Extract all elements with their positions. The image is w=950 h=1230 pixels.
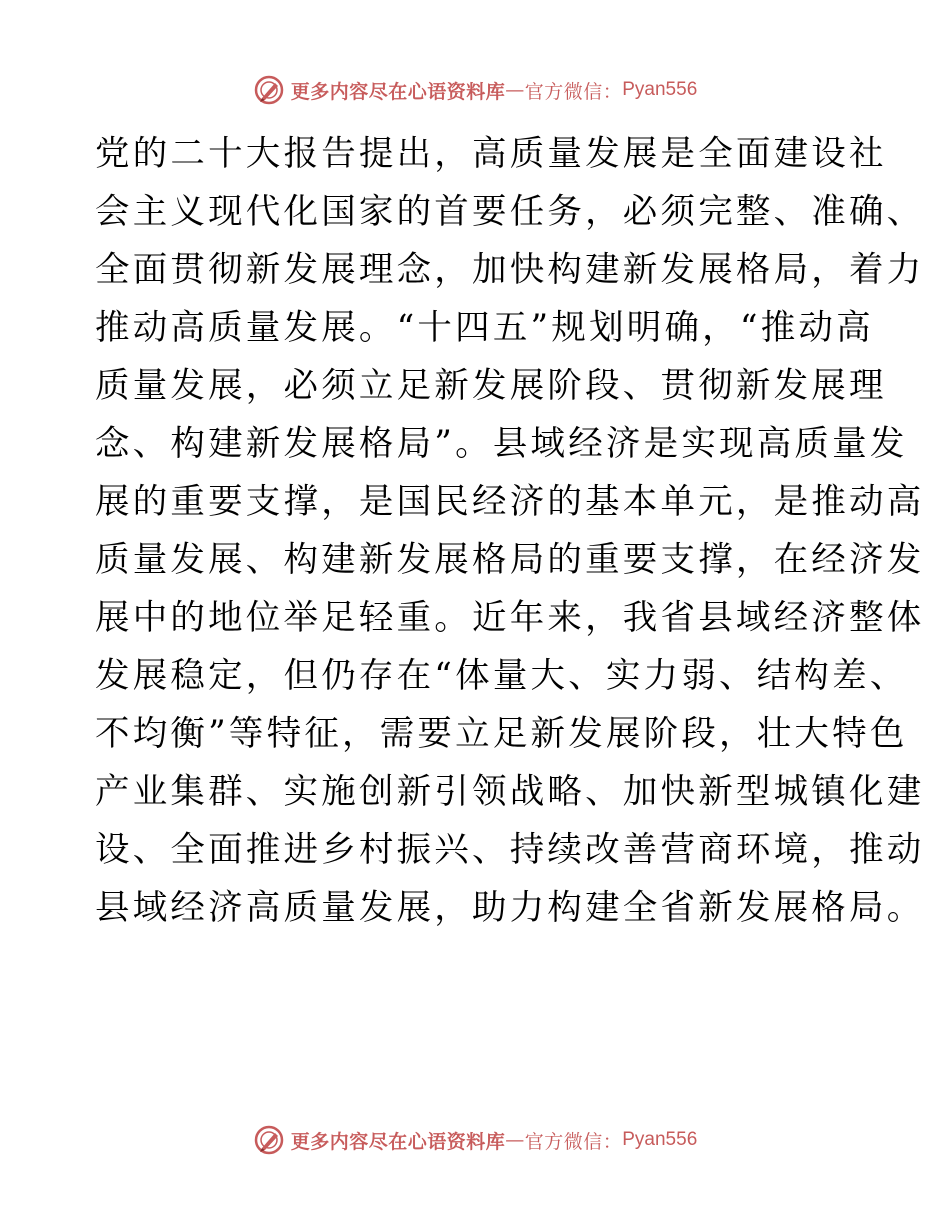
body-line: 发展稳定，但仍存在“体量大、实力弱、结构差、 xyxy=(95,656,908,696)
body-line: 不均衡”等特征，需要立足新发展阶段，壮大特色 xyxy=(95,714,908,754)
body-line: 念、构建新发展格局”。县域经济是实现高质量发 xyxy=(95,424,908,464)
body-line: 会主义现代化国家的首要任务，必须完整、准确、 xyxy=(95,192,925,232)
body-line: 设、全面推进乡村振兴、持续改善营商环境，推动 xyxy=(95,830,925,870)
watermark-sub-text: 官方微信： xyxy=(524,1130,623,1153)
pen-logo-icon xyxy=(253,1124,285,1156)
body-line: 展的重要支撑，是国民经济的基本单元，是推动高 xyxy=(95,482,925,522)
pen-logo-icon xyxy=(253,74,285,106)
watermark-main-text: 更多内容尽在心语资料库 xyxy=(290,1130,506,1153)
body-line: 产业集群、实施创新引领战略、加快新型城镇化建 xyxy=(95,772,925,812)
body-line: 全面贯彻新发展理念，加快构建新发展格局，着力 xyxy=(95,250,925,290)
body-line: 展中的地位举足轻重。近年来，我省县域经济整体 xyxy=(95,598,925,638)
body-line: 推动高质量发展。“十四五”规划明确，“推动高 xyxy=(95,308,874,348)
body-line: 党的二十大报告提出，高质量发展是全面建设社 xyxy=(95,134,887,174)
document-body xyxy=(95,125,925,937)
body-line: 县域经济高质量发展，助力构建全省新发展格局。 xyxy=(95,888,925,928)
watermark-id-text: Pyan556 xyxy=(622,79,698,100)
watermark-sub-text: 官方微信： xyxy=(524,80,623,103)
body-line: 质量发展，必须立足新发展阶段、贯彻新发展理 xyxy=(95,366,887,406)
watermark-main-text: 更多内容尽在心语资料库 xyxy=(290,80,506,103)
watermark-header xyxy=(0,72,950,108)
watermark-dash: — xyxy=(505,79,525,101)
watermark-footer xyxy=(0,1122,950,1158)
watermark-dash: — xyxy=(505,1129,525,1151)
watermark-id-text: Pyan556 xyxy=(622,1129,698,1150)
body-line: 质量发展、构建新发展格局的重要支撑，在经济发 xyxy=(95,540,925,580)
